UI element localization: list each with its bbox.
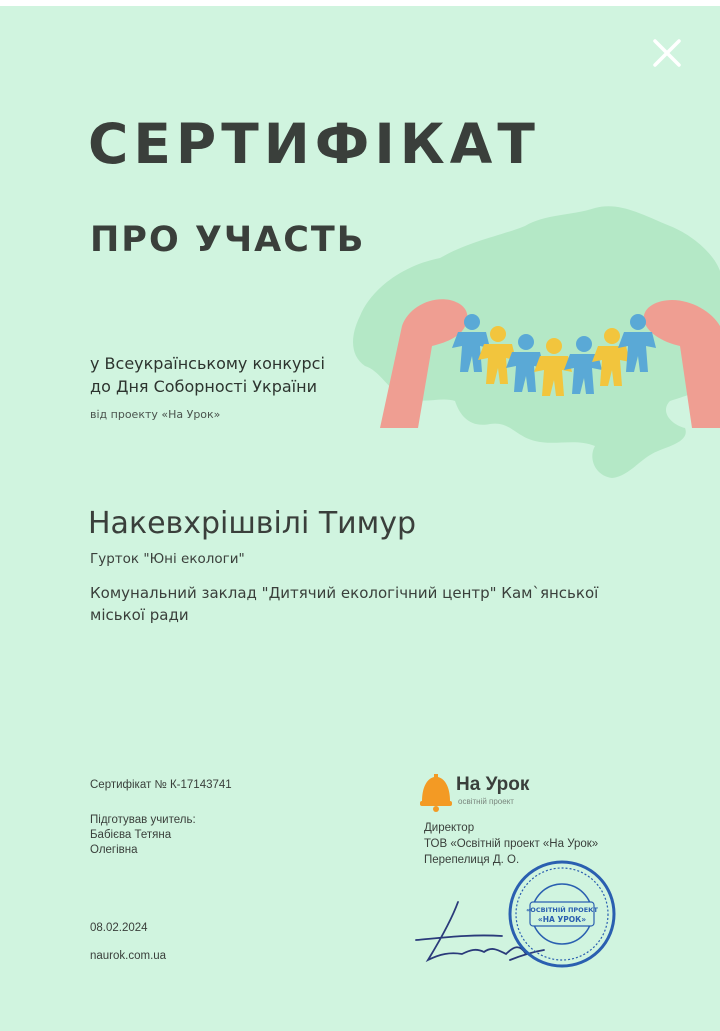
recipient-name: Накевхрішвілі Тимур	[88, 506, 417, 541]
project-line: від проекту «На Урок»	[90, 408, 221, 421]
website-link[interactable]: naurok.com.ua	[90, 950, 167, 962]
contest-line-1: у Всеукраїнському конкурсі	[90, 354, 325, 373]
close-icon[interactable]	[650, 36, 684, 70]
svg-text:«НА УРОК»: «НА УРОК»	[537, 915, 587, 924]
certificate-number: Сертифікат № К-17143741	[90, 779, 232, 791]
contest-line-2: до Дня Соборності України	[90, 377, 317, 396]
prepared-by-label: Підготував учитель:	[90, 814, 196, 826]
director-name: Перепелиця Д. О.	[424, 854, 520, 866]
certificate-page	[0, 6, 720, 1031]
teacher-name-line-2: Олегівна	[90, 844, 138, 856]
prepared-by	[90, 813, 196, 858]
ukraine-map-illustration	[340, 196, 720, 496]
certificate-title: СЕРТИФІКАТ	[88, 112, 540, 176]
certificate-subtitle: ПРО УЧАСТЬ	[90, 220, 366, 260]
director-label: Директор	[424, 822, 475, 834]
svg-text:«ОСВІТНІЙ ПРОЕКТ: «ОСВІТНІЙ ПРОЕКТ	[526, 906, 598, 914]
official-stamp	[506, 858, 618, 970]
issue-date: 08.02.2024	[90, 922, 148, 934]
club-name: Гурток "Юні екологи"	[90, 551, 245, 567]
teacher-name-line-1: Бабієва Тетяна	[90, 829, 172, 841]
logo-name: На Урок	[456, 774, 530, 795]
contest-description	[90, 352, 325, 398]
company-name: ТОВ «Освітній проект «На Урок»	[424, 838, 599, 850]
logo-subtitle: освітній проект	[458, 797, 514, 806]
institution-name: Комунальний заклад "Дитячий екологічний центр" Кам`янської міської ради	[90, 584, 599, 624]
